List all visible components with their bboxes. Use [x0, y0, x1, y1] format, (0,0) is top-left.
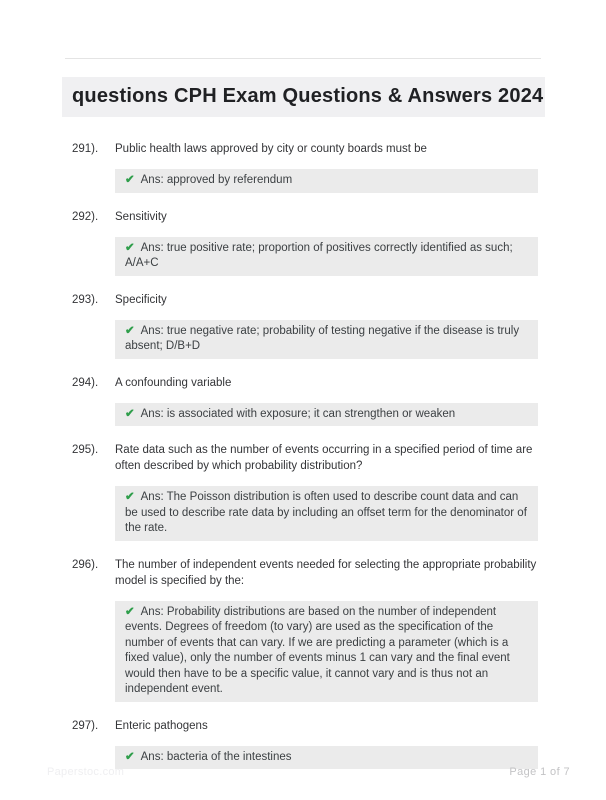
- answer-box: [115, 237, 538, 276]
- question-number: 293).: [72, 293, 99, 306]
- question-number: 296).: [72, 558, 99, 571]
- answer-text: Ans: The Poisson distribution is often used to describe count data and can be used to describe rate data by including an offset term for the denominator of the rate.: [125, 491, 527, 534]
- question-number: 294).: [72, 376, 99, 389]
- page-title: questions CPH Exam Questions & Answers 2024: [62, 77, 545, 117]
- question-answer-item: [72, 141, 538, 193]
- question-body: [115, 209, 538, 276]
- question-text: A confounding variable: [115, 376, 232, 389]
- question-answer-item: [72, 718, 538, 770]
- question-answer-item: [72, 442, 538, 541]
- page-footer: [0, 764, 606, 778]
- answer-text: Ans: bacteria of the intestines: [140, 750, 292, 763]
- answer-text: Ans: Probability distributions are based on the number of independent events. Degrees of freedom (to vary) are used as the specification of the number of events that can vary. If we are predicting a parameter (which is a fixed value), only the number of events minus 1 can vary and the final event would then have to be a specific value, it cannot vary and is thus not an independent event.: [125, 605, 510, 695]
- page-number-indicator: Page 1 of 7: [509, 766, 570, 778]
- check-icon: ✔: [125, 407, 135, 420]
- check-icon: ✔: [125, 241, 135, 254]
- question-body: [115, 442, 538, 541]
- question-text: The number of independent events needed for selecting the appropriate probability model is specified by the:: [115, 558, 537, 587]
- question-answer-item: [72, 209, 538, 276]
- question-number: 297).: [72, 719, 99, 732]
- question-text: Public health laws approved by city or county boards must be: [115, 143, 427, 155]
- check-icon: ✔: [125, 174, 135, 186]
- answer-box: [115, 601, 538, 702]
- answer-box: [115, 486, 538, 541]
- question-body: [115, 718, 538, 770]
- question-number: 292).: [72, 210, 99, 223]
- question-answer-item: [72, 292, 538, 359]
- question-text: Rate data such as the number of events occurring in a specified period of time are often described by which probability distribution?: [115, 444, 533, 472]
- question-answer-item: [72, 557, 538, 702]
- question-number: 291).: [72, 143, 99, 155]
- question-number: 295).: [72, 444, 99, 456]
- header-divider: [65, 58, 541, 59]
- answer-text: Ans: is associated with exposure; it can strengthen or weaken: [140, 407, 456, 420]
- answer-box: [115, 403, 538, 427]
- question-text: Sensitivity: [115, 210, 167, 223]
- watermark-text: Paperstoc.com: [47, 766, 125, 778]
- question-list: [72, 141, 538, 785]
- question-text: Enteric pathogens: [115, 719, 208, 732]
- check-icon: ✔: [125, 750, 135, 763]
- answer-text: Ans: approved by referendum: [140, 174, 293, 186]
- question-body: [115, 292, 538, 359]
- question-answer-item: [72, 375, 538, 427]
- answer-box: [115, 169, 538, 193]
- question-body: [115, 557, 538, 702]
- answer-text: Ans: true positive rate; proportion of positives correctly identified as such; A/A+C: [125, 241, 513, 269]
- answer-box: [115, 320, 538, 359]
- question-body: [115, 375, 538, 427]
- check-icon: ✔: [125, 324, 135, 337]
- check-icon: ✔: [125, 605, 135, 618]
- check-icon: ✔: [125, 491, 135, 503]
- question-body: [115, 141, 538, 193]
- question-text: Specificity: [115, 293, 167, 306]
- answer-text: Ans: true negative rate; probability of testing negative if the disease is truly absent; D/B+D: [125, 324, 520, 352]
